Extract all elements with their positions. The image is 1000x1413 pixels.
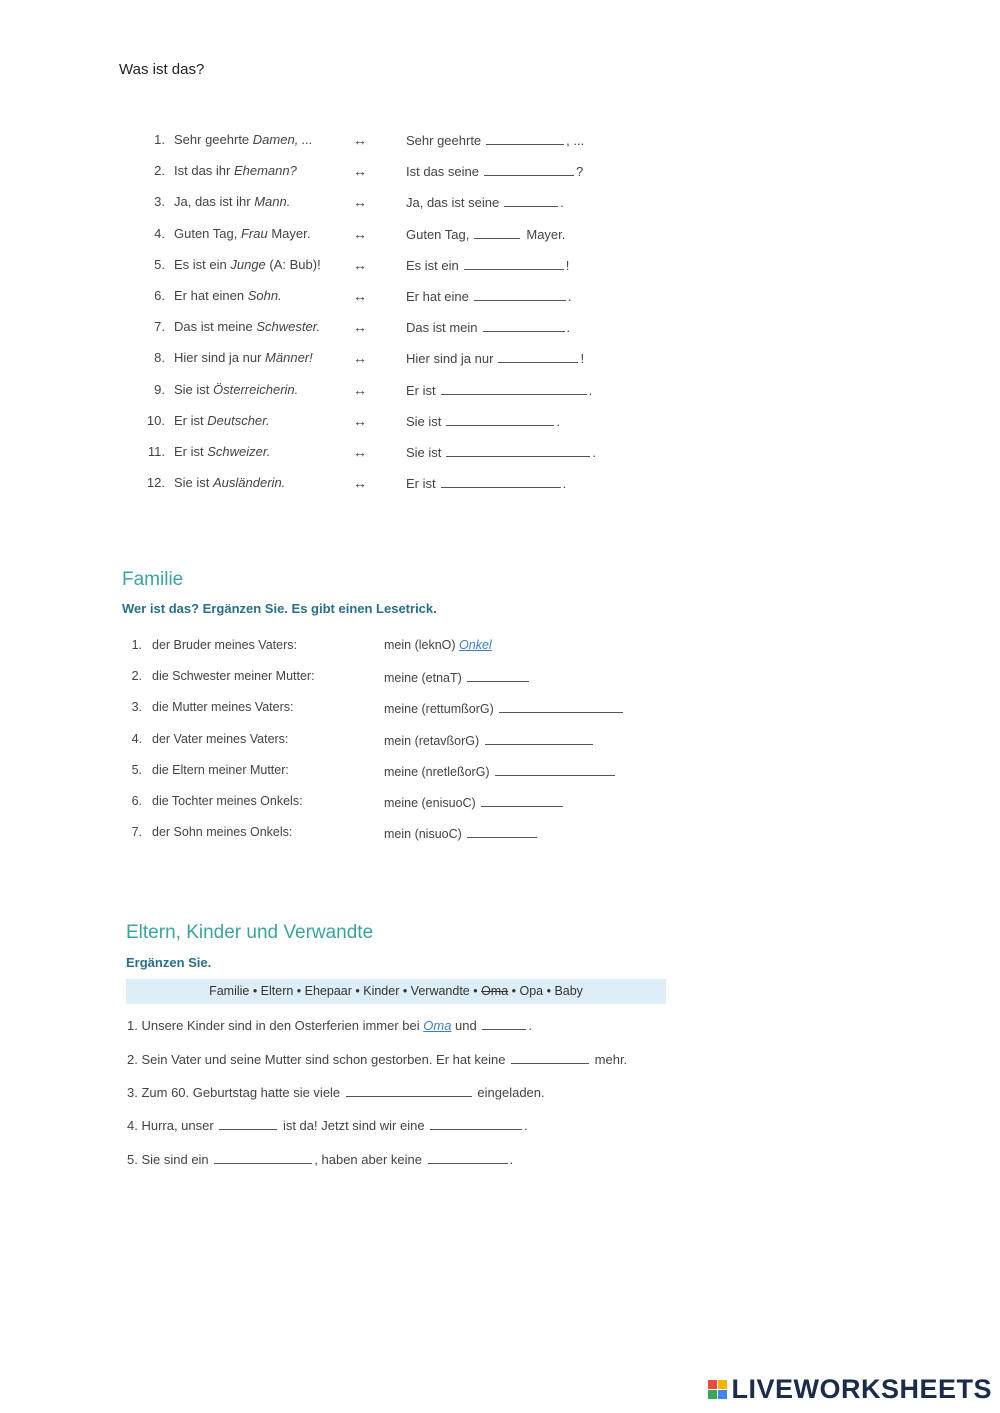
blank-input[interactable]	[484, 163, 574, 176]
double-arrow-icon: ↔	[353, 132, 367, 148]
sentence-text: .	[524, 1118, 528, 1133]
sentence-text: ist da! Jetzt sind wir eine	[279, 1118, 429, 1133]
item-number: 2.	[154, 163, 165, 179]
source-sentence	[174, 475, 285, 490]
double-arrow-icon: ↔	[353, 350, 367, 367]
double-arrow-icon: ↔	[353, 412, 367, 429]
target-text: Ja, das ist seine	[406, 195, 500, 211]
scrambled-text: meine (rettumßorG)	[384, 702, 494, 717]
blank-input[interactable]	[428, 1151, 508, 1164]
blank-input[interactable]	[481, 794, 563, 807]
blank-input[interactable]	[474, 226, 520, 239]
source-text: Er ist	[174, 412, 208, 428]
target-text: Sie ist	[406, 445, 442, 460]
blank-input[interactable]	[474, 288, 566, 301]
source-text: Sehr geehrte	[174, 132, 253, 147]
item-number: 11.	[147, 444, 165, 459]
source-sentence	[174, 257, 321, 272]
item-number: 5.	[154, 256, 165, 272]
target-text: .	[592, 445, 597, 460]
blank-input[interactable]	[346, 1084, 472, 1097]
target-sentence	[406, 288, 572, 304]
sentence-text: 5. Sie sind ein	[127, 1152, 213, 1167]
sentence-text: , haben aber keine	[314, 1152, 426, 1167]
target-text: .	[560, 195, 564, 211]
word-bank-text: Familie • Eltern • Ehepaar • Kinder • Verwandte •	[209, 984, 482, 998]
blank-input[interactable]	[499, 700, 623, 713]
target-sentence	[406, 350, 584, 366]
source-sentence	[174, 444, 270, 459]
source-text: Ist das ihr	[174, 163, 234, 179]
target-sentence	[406, 475, 566, 491]
target-text: !	[565, 257, 570, 273]
source-text: Sie ist	[174, 381, 214, 397]
blank-input[interactable]	[430, 1117, 522, 1130]
key-word: Sohn.	[247, 288, 282, 303]
filled-answer[interactable]: Onkel	[459, 638, 492, 652]
double-arrow-icon: ↔	[353, 288, 367, 304]
blank-input[interactable]	[464, 257, 564, 270]
target-text: .	[562, 476, 567, 492]
sentence-text: und	[451, 1018, 481, 1033]
scrambled-text: mein (nisuoC)	[384, 827, 462, 842]
relation-description: der Sohn meines Onkels:	[152, 825, 293, 840]
blank-input[interactable]	[219, 1117, 277, 1130]
key-word: Frau	[240, 225, 268, 241]
source-sentence	[174, 350, 313, 365]
blank-input[interactable]	[482, 1017, 526, 1030]
item-number: 4.	[131, 731, 142, 746]
target-sentence	[406, 382, 592, 398]
source-text: Es ist ein	[174, 256, 231, 272]
source-text: (A: Bub)!	[265, 256, 321, 272]
target-text: Sehr geehrte	[406, 133, 482, 148]
key-word: Ehemann?	[233, 163, 297, 179]
scrambled-word	[384, 732, 595, 748]
item-number: 7.	[154, 319, 165, 335]
sentence-3	[127, 1084, 545, 1106]
item-number: 6.	[131, 794, 142, 808]
relation-description: die Schwester meiner Mutter:	[152, 669, 315, 684]
item-number: 1.	[154, 132, 165, 147]
source-text: Mayer.	[267, 225, 311, 241]
source-sentence	[174, 132, 313, 147]
relation-description: die Eltern meiner Mutter:	[152, 762, 289, 777]
key-word: Mann.	[254, 194, 291, 210]
blank-input[interactable]	[486, 132, 564, 145]
item-number: 7.	[131, 825, 142, 840]
target-text: Es ist ein	[406, 257, 459, 273]
item-number: 2.	[131, 669, 142, 684]
source-text: Ja, das ist ihr	[174, 194, 255, 210]
scrambled-word	[384, 700, 625, 716]
section-instruction-familie: Wer ist das? Ergänzen Sie. Es gibt einen Lesetrick.	[122, 601, 437, 616]
item-number: 12.	[146, 475, 165, 491]
target-text: !	[580, 351, 585, 367]
target-text: .	[566, 320, 571, 336]
sentence-1	[127, 1017, 532, 1039]
double-arrow-icon: ↔	[353, 444, 367, 460]
target-sentence	[406, 132, 584, 148]
blank-input[interactable]	[483, 319, 565, 332]
target-text: .	[567, 289, 572, 304]
relation-description: die Tochter meines Onkels:	[152, 794, 303, 808]
target-text: .	[588, 382, 593, 398]
scrambled-word	[384, 638, 492, 652]
blank-input[interactable]	[446, 413, 554, 426]
source-sentence	[174, 163, 297, 178]
logo-mark-icon	[708, 1380, 727, 1399]
target-text: Er ist	[406, 476, 436, 492]
relation-description: die Mutter meines Vaters:	[152, 700, 294, 715]
item-number: 8.	[154, 350, 165, 366]
key-word: Ausländerin.	[213, 475, 286, 491]
sentence-text: 1. Unsere Kinder sind in den Osterferien immer bei	[127, 1018, 424, 1033]
blank-input[interactable]	[504, 194, 558, 207]
target-text: .	[556, 413, 561, 429]
blank-input[interactable]	[467, 825, 537, 838]
source-sentence	[174, 226, 310, 241]
sentence-2	[127, 1051, 627, 1073]
source-sentence	[174, 413, 270, 428]
key-word: Schwester.	[256, 319, 321, 335]
page-title: Was ist das?	[119, 61, 205, 78]
item-number: 10.	[146, 412, 165, 428]
double-arrow-icon: ↔	[353, 381, 367, 398]
target-text: Mayer.	[526, 226, 566, 242]
source-text: Er hat einen	[174, 288, 248, 303]
word-bank	[126, 979, 666, 1004]
logo-text: LIVEWORKSHEETS	[731, 1374, 992, 1404]
key-word: Österreicherin.	[213, 381, 299, 397]
double-arrow-icon: ↔	[353, 194, 367, 211]
target-text: Er ist	[406, 382, 436, 398]
section-heading-eltern: Eltern, Kinder und Verwandte	[126, 922, 374, 943]
key-word: Schweizer.	[207, 444, 271, 459]
sentence-4	[127, 1117, 528, 1139]
section-instruction-eltern: Ergänzen Sie.	[126, 955, 212, 970]
scrambled-word	[384, 669, 531, 685]
item-number: 3.	[131, 700, 142, 715]
target-sentence	[406, 319, 570, 335]
source-sentence	[174, 382, 298, 397]
word-bank-text-end: • Opa • Baby	[508, 984, 583, 998]
key-word: Junge	[230, 256, 266, 272]
sentence-text: 4. Hurra, unser	[127, 1118, 218, 1133]
sentence-text: mehr.	[591, 1052, 628, 1067]
target-sentence	[406, 444, 596, 460]
key-word: Männer!	[265, 350, 313, 366]
source-text: Hier sind ja nur	[174, 350, 266, 366]
blank-input[interactable]	[214, 1151, 312, 1164]
double-arrow-icon: ↔	[353, 256, 367, 273]
source-text: Sie ist	[174, 475, 214, 491]
sentence-text: 2. Sein Vater und seine Mutter sind schon gestorben. Er hat keine	[127, 1052, 510, 1067]
item-number: 6.	[154, 288, 165, 303]
blank-input[interactable]	[441, 475, 561, 488]
scrambled-text: meine (etnaT)	[384, 671, 462, 686]
target-text: Sie ist	[406, 413, 442, 429]
target-text: ?	[576, 164, 584, 180]
item-number: 4.	[154, 225, 165, 241]
scrambled-text: mein (leknO)	[384, 638, 456, 652]
target-sentence	[406, 163, 583, 179]
filled-answer[interactable]: Oma	[423, 1018, 452, 1033]
double-arrow-icon: ↔	[353, 475, 367, 492]
double-arrow-icon: ↔	[353, 319, 367, 336]
sentence-text: .	[528, 1018, 532, 1033]
relation-description: der Bruder meines Vaters:	[152, 638, 297, 652]
scrambled-word	[384, 763, 617, 779]
target-sentence	[406, 226, 565, 242]
blank-input[interactable]	[446, 444, 590, 457]
blank-input[interactable]	[498, 350, 578, 363]
target-text: , ...	[566, 133, 585, 148]
scrambled-word	[384, 825, 539, 841]
target-text: Hier sind ja nur	[406, 351, 494, 367]
blank-input[interactable]	[485, 732, 593, 745]
source-sentence	[174, 319, 320, 334]
blank-input[interactable]	[467, 669, 529, 682]
key-word: Deutscher.	[207, 412, 270, 428]
scrambled-text: meine (enisuoC)	[384, 796, 476, 810]
item-number: 5.	[131, 762, 142, 777]
item-number: 3.	[154, 194, 165, 210]
blank-input[interactable]	[441, 382, 587, 395]
sentence-text: eingeladen.	[473, 1085, 545, 1100]
key-word: Damen, ...	[252, 132, 313, 147]
section-heading-familie: Familie	[122, 569, 184, 590]
sentence-5	[127, 1151, 513, 1173]
target-text: Er hat eine	[406, 289, 469, 304]
double-arrow-icon: ↔	[353, 163, 367, 180]
item-number: 1.	[131, 638, 142, 652]
relation-description: der Vater meines Vaters:	[152, 731, 289, 746]
target-sentence	[406, 194, 564, 210]
scrambled-text: mein (retavßorG)	[384, 733, 480, 748]
target-text: Das ist mein	[406, 320, 478, 336]
source-text: Das ist meine	[174, 319, 257, 335]
source-text: Er ist	[174, 444, 208, 459]
double-arrow-icon: ↔	[353, 225, 367, 242]
sentence-text: .	[509, 1152, 514, 1167]
scrambled-text: meine (nretleßorG)	[384, 764, 490, 779]
liveworksheets-logo	[708, 1374, 992, 1405]
target-text: Guten Tag,	[406, 226, 470, 242]
target-sentence	[406, 413, 560, 429]
blank-input[interactable]	[511, 1051, 589, 1064]
source-text: Guten Tag,	[174, 225, 241, 241]
word-bank-used-word: Oma	[481, 984, 509, 998]
item-number: 9.	[154, 381, 165, 397]
source-sentence	[174, 288, 282, 303]
target-text: Ist das seine	[406, 164, 479, 180]
target-sentence	[406, 257, 569, 273]
blank-input[interactable]	[495, 763, 615, 776]
source-sentence	[174, 194, 290, 209]
scrambled-word	[384, 794, 565, 810]
sentence-text: 3. Zum 60. Geburtstag hatte sie viele	[127, 1085, 344, 1100]
